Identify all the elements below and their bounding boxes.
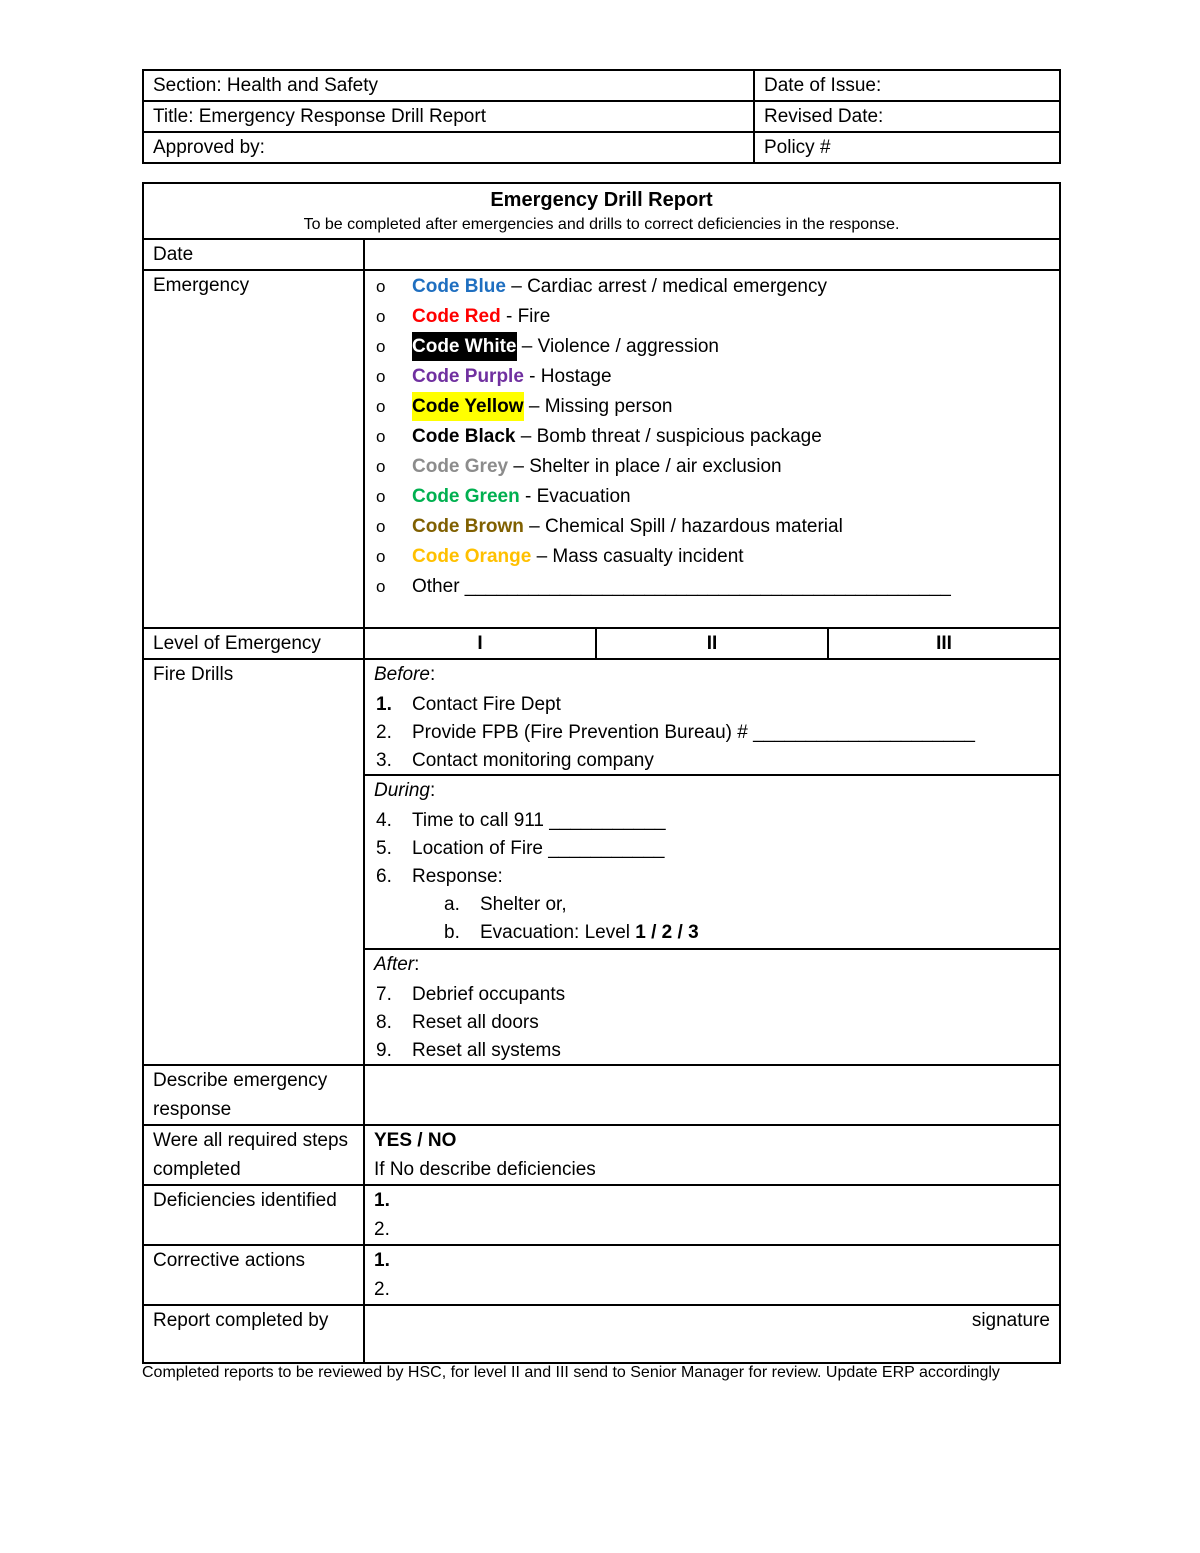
before-item (374, 718, 1050, 746)
drill-report-table (142, 182, 1061, 1364)
if-no-text: If No describe deficiencies (374, 1159, 596, 1180)
list-text: Provide FPB (Fire Prevention Bureau) # _____________________ (412, 721, 975, 743)
emergency-code-description: – Chemical Spill / hazardous material (523, 515, 843, 537)
list-text: Time to call 911 ___________ (412, 809, 666, 831)
approved-by-cell[interactable]: Approved by: (143, 132, 754, 163)
emergency-option-code-yellow[interactable] (374, 391, 1050, 421)
before-item (374, 690, 1050, 718)
policy-cell[interactable]: Policy # (754, 132, 1060, 163)
emergency-code-description: - Fire (500, 305, 551, 327)
emergency-option-code-blue[interactable] (374, 271, 1050, 301)
report-title-cell (143, 183, 1060, 239)
emergency-code-description: – Missing person (523, 395, 673, 417)
describe-label: Describe emergency response (143, 1065, 364, 1125)
list-text: Reset all doors (412, 1011, 539, 1033)
corrective-label: Corrective actions (143, 1245, 364, 1305)
emergency-code-label: Code Purple (412, 365, 524, 387)
emergency-option-code-red[interactable] (374, 301, 1050, 331)
emergency-code-description: – Mass casualty incident (531, 545, 744, 567)
during-item (374, 834, 1050, 862)
checkbox-bullet[interactable]: o (376, 276, 386, 296)
colon: : (414, 954, 420, 975)
checkbox-bullet[interactable]: o (376, 456, 386, 476)
describe-field[interactable] (364, 1065, 1060, 1125)
checkbox-bullet[interactable]: o (376, 426, 386, 446)
emergency-code-label: Code Brown (412, 515, 524, 537)
deficiency-item-2[interactable]: 2. (374, 1219, 390, 1240)
evacuation-levels[interactable]: 1 / 2 / 3 (635, 921, 699, 943)
list-number: 1. (376, 693, 392, 715)
emergency-option-code-purple[interactable] (374, 361, 1050, 391)
emergency-code-description: – Bomb threat / suspicious package (515, 425, 822, 447)
report-subtitle: To be completed after emergencies and drills to correct deficiencies in the response. (303, 216, 900, 233)
sub-item-shelter (374, 890, 1050, 918)
list-text: Reset all systems (412, 1039, 561, 1061)
required-steps-field[interactable] (364, 1125, 1060, 1185)
section-cell: Section: Health and Safety (143, 70, 754, 101)
checkbox-bullet[interactable]: o (376, 396, 386, 416)
list-number: 2. (376, 721, 392, 743)
fire-during-section (364, 775, 1060, 949)
fire-before-section (364, 659, 1060, 775)
deficiency-item-1[interactable]: 1. (374, 1190, 390, 1211)
list-text: Contact monitoring company (412, 749, 654, 771)
emergency-code-label: Code Green (412, 485, 520, 507)
emergency-code-description: - Evacuation (519, 485, 631, 507)
title-cell: Title: Emergency Response Drill Report (143, 101, 754, 132)
emergency-code-label: Code Red (412, 305, 501, 327)
after-heading: After (374, 954, 415, 975)
list-number: 3. (376, 749, 392, 771)
emergency-label: Emergency (143, 270, 364, 628)
list-number: 6. (376, 865, 392, 887)
date-field[interactable] (364, 239, 1060, 270)
corrective-field[interactable] (364, 1245, 1060, 1305)
level-option-1[interactable]: I (364, 628, 596, 659)
during-item (374, 806, 1050, 834)
checkbox-bullet[interactable]: o (376, 516, 386, 536)
signature-label: signature (971, 1310, 1050, 1331)
document-page (142, 69, 1059, 1364)
corrective-item-1[interactable]: 1. (374, 1250, 390, 1271)
corrective-item-2[interactable]: 2. (374, 1279, 390, 1300)
fire-after-section (364, 949, 1060, 1065)
checkbox-bullet[interactable]: o (376, 546, 386, 566)
checkbox-bullet[interactable]: o (376, 336, 386, 356)
checkbox-bullet[interactable]: o (376, 486, 386, 506)
after-list (374, 980, 1050, 1064)
emergency-code-label: Code Grey (412, 455, 509, 477)
emergency-option-code-orange[interactable] (374, 541, 1050, 571)
list-number: 9. (376, 1039, 392, 1061)
level-option-2[interactable]: II (596, 628, 828, 659)
date-label: Date (143, 239, 364, 270)
list-number: 5. (376, 837, 392, 859)
after-item (374, 1036, 1050, 1064)
emergency-code-label: Code Blue (412, 275, 506, 297)
list-number: 4. (376, 809, 392, 831)
sub-item-evacuation (374, 918, 1050, 946)
report-title: Emergency Drill Report (490, 189, 713, 211)
emergency-option-code-white[interactable] (374, 331, 1050, 361)
during-list (374, 806, 1050, 890)
checkbox-bullet[interactable]: o (376, 306, 386, 326)
emergency-code-description: – Shelter in place / air exclusion (508, 455, 782, 477)
emergency-code-label: Code Black (412, 425, 516, 447)
list-text: Debrief occupants (412, 983, 566, 1005)
sub-item-letter: a. (444, 893, 460, 915)
emergency-code-list (374, 271, 1050, 571)
level-option-3[interactable]: III (828, 628, 1060, 659)
signature-field[interactable] (364, 1305, 1060, 1363)
after-item (374, 980, 1050, 1008)
header-table (142, 69, 1061, 164)
date-of-issue-cell[interactable]: Date of Issue: (754, 70, 1060, 101)
before-item (374, 746, 1050, 774)
list-number: 8. (376, 1011, 392, 1033)
sub-item-text: Evacuation: Level (480, 921, 636, 943)
during-heading: During (374, 780, 430, 801)
during-item (374, 862, 1050, 890)
list-text: Response: (412, 865, 503, 887)
deficiencies-label: Deficiencies identified (143, 1185, 364, 1245)
footer-note: Completed reports to be reviewed by HSC, for level II and III send to Senior Manager for review. Update ERP accordingly (142, 1364, 1000, 1381)
emergency-option-code-black[interactable] (374, 421, 1050, 451)
list-text: Contact Fire Dept (412, 693, 561, 715)
emergency-option-code-grey[interactable] (374, 451, 1050, 481)
list-number: 7. (376, 983, 392, 1005)
before-heading: Before (374, 664, 430, 685)
emergency-code-description: - Hostage (523, 365, 612, 387)
emergency-option-other[interactable] (374, 571, 1050, 601)
deficiencies-field[interactable] (364, 1185, 1060, 1245)
sub-item-text: Shelter or, (480, 893, 567, 915)
colon: : (429, 780, 436, 801)
before-list (374, 690, 1050, 774)
emergency-code-label: Code Yellow (412, 392, 524, 421)
other-field[interactable]: Other ______________________________________________ (412, 575, 951, 597)
checkbox-bullet[interactable]: o (376, 576, 386, 596)
required-steps-label: Were all required steps completed (143, 1125, 364, 1185)
sub-item-letter: b. (444, 921, 460, 943)
after-item (374, 1008, 1050, 1036)
list-text: Location of Fire ___________ (412, 837, 665, 859)
revised-date-cell[interactable]: Revised Date: (754, 101, 1060, 132)
yes-no-options[interactable]: YES / NO (374, 1130, 457, 1151)
completed-by-label: Report completed by (143, 1305, 364, 1363)
emergency-code-description: – Violence / aggression (516, 335, 719, 357)
colon: : (429, 664, 436, 685)
emergency-code-description: – Cardiac arrest / medical emergency (505, 275, 827, 297)
fire-drills-label: Fire Drills (143, 659, 364, 1065)
checkbox-bullet[interactable]: o (376, 366, 386, 386)
level-label: Level of Emergency (143, 628, 364, 659)
emergency-option-code-brown[interactable] (374, 511, 1050, 541)
emergency-option-code-green[interactable] (374, 481, 1050, 511)
emergency-code-label: Code Orange (412, 545, 532, 567)
emergency-code-label: Code White (412, 332, 517, 361)
emergency-options (364, 270, 1060, 628)
